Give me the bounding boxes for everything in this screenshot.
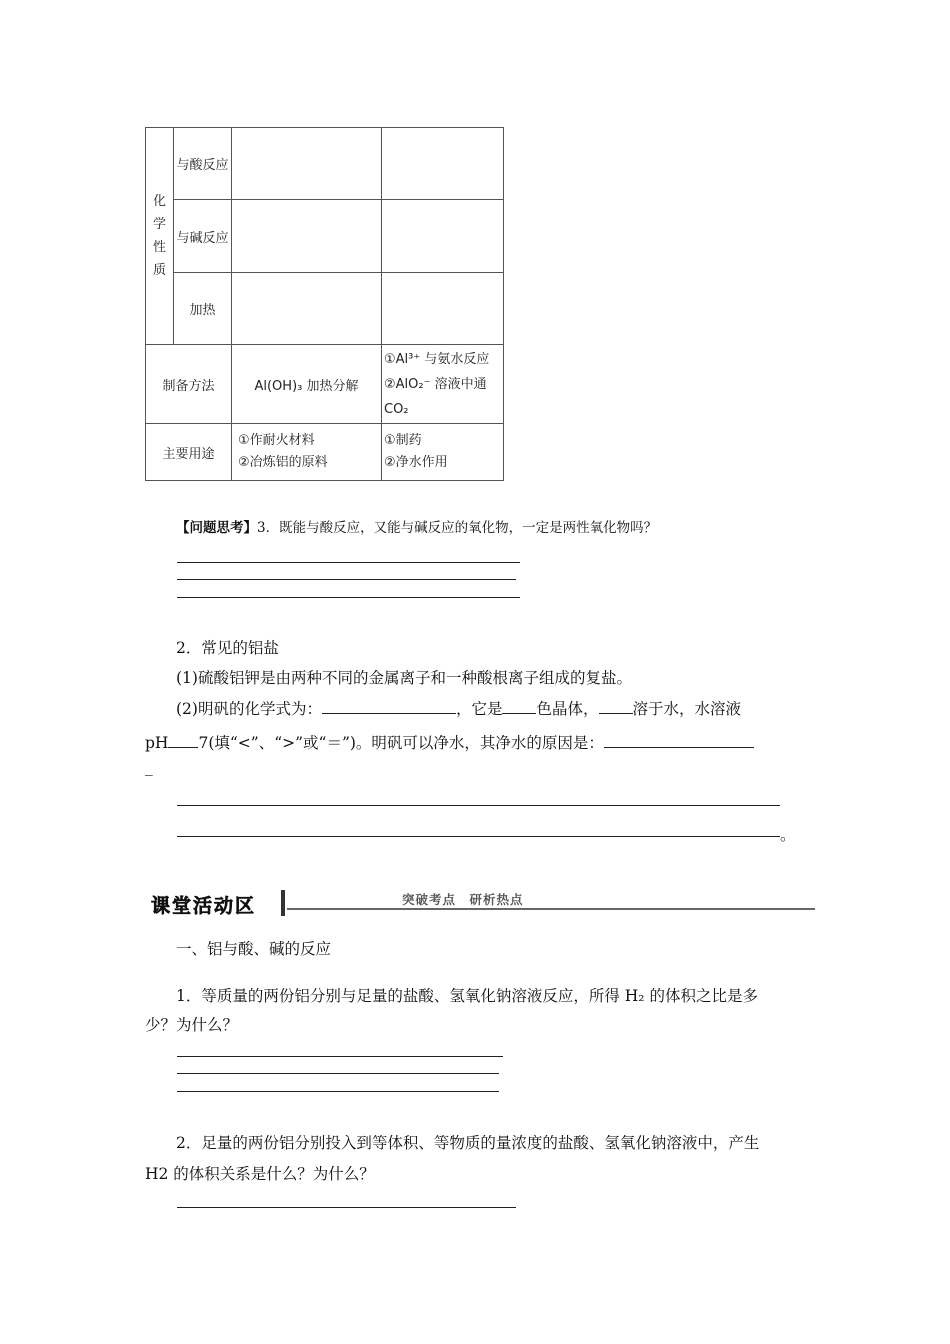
section2-p1: (1)硫酸铝钾是由两种不同的金属离子和一种酸根离子组成的复盐。 bbox=[176, 669, 632, 687]
q2-line2: H2 的体积关系是什么？为什么？ bbox=[145, 1165, 375, 1183]
usage-3: ①制药 bbox=[384, 433, 422, 448]
formula-blank[interactable] bbox=[322, 697, 456, 714]
banner-bar bbox=[281, 890, 285, 916]
section2-p2 bbox=[176, 697, 741, 719]
cell-base-col3 bbox=[232, 200, 382, 273]
part1-heading: 一、铝与酸、碱的反应 bbox=[176, 940, 332, 958]
answer-line[interactable] bbox=[177, 1056, 503, 1057]
cell-usage-col3 bbox=[232, 424, 382, 481]
banner-title: 课堂活动区 bbox=[151, 895, 257, 917]
row-label-usage: 主要用途 bbox=[146, 424, 232, 481]
section-banner bbox=[147, 888, 815, 918]
cell-prep-col4 bbox=[382, 345, 504, 424]
usage-4: ②净水作用 bbox=[384, 455, 448, 470]
usage-1: ①作耐火材料 bbox=[238, 433, 315, 448]
row-label-heat: 加热 bbox=[174, 273, 232, 345]
solubility-blank[interactable] bbox=[599, 697, 633, 714]
question-think bbox=[176, 516, 657, 536]
cell-heat-col4 bbox=[382, 273, 504, 345]
p2-text-b: ，它是 bbox=[455, 700, 503, 718]
banner-subtitle: 突破考点 研析热点 bbox=[402, 892, 524, 907]
p3-text-a: pH bbox=[145, 734, 169, 752]
answer-line[interactable] bbox=[177, 1091, 499, 1092]
p2-text-d: 溶于水，水溶液 bbox=[632, 700, 742, 718]
label-char: 质 bbox=[152, 263, 166, 278]
cell-base-col4 bbox=[382, 200, 504, 273]
ph-blank[interactable] bbox=[168, 731, 198, 748]
answer-line[interactable] bbox=[177, 1073, 499, 1074]
reason-blank[interactable] bbox=[604, 731, 754, 748]
answer-line[interactable] bbox=[177, 579, 516, 580]
q2-line1: 2．足量的两份铝分别投入到等体积、等物质的量浓度的盐酸、氢氧化钠溶液中，产生 bbox=[176, 1134, 760, 1152]
label-char: 学 bbox=[152, 217, 166, 232]
row-label-acid: 与酸反应 bbox=[174, 128, 232, 200]
section2-p4: _ bbox=[145, 758, 153, 776]
cell-acid-col4 bbox=[382, 128, 504, 200]
answer-line[interactable] bbox=[177, 1207, 516, 1208]
banner-title-box bbox=[147, 888, 281, 918]
usage-2: ②冶炼铝的原料 bbox=[238, 455, 328, 470]
label-char: 性 bbox=[152, 240, 166, 255]
row-label-base: 与碱反应 bbox=[174, 200, 232, 273]
section2-p3 bbox=[145, 731, 754, 753]
answer-line[interactable] bbox=[177, 562, 520, 563]
cell-heat-col3 bbox=[232, 273, 382, 345]
prep-method-3: CO₂ bbox=[384, 401, 409, 417]
chem-props-label bbox=[146, 128, 174, 345]
label-char: 化 bbox=[152, 194, 166, 209]
q1-line2: 少？为什么？ bbox=[145, 1016, 239, 1034]
color-blank[interactable] bbox=[502, 697, 536, 714]
question-text: 3．既能与酸反应，又能与碱反应的氧化物，一定是两性氧化物吗？ bbox=[257, 520, 658, 536]
cell-usage-col4 bbox=[382, 424, 504, 481]
q1-line1: 1．等质量的两份铝分别与足量的盐酸、氢氧化钠溶液反应，所得 H₂ 的体积之比是多 bbox=[176, 987, 758, 1005]
answer-line[interactable] bbox=[177, 597, 520, 598]
prep-method-2: ②AlO₂⁻ 溶液中通 bbox=[384, 376, 487, 392]
row-label-prep: 制备方法 bbox=[146, 345, 232, 424]
cell-prep-col3: Al(OH)₃ 加热分解 bbox=[232, 345, 382, 424]
cell-acid-col3 bbox=[232, 128, 382, 200]
p2-text-a: (2)明矾的化学式为： bbox=[176, 700, 322, 718]
p2-text-c: 色晶体， bbox=[536, 700, 599, 718]
banner-rule bbox=[287, 908, 815, 910]
properties-table bbox=[145, 127, 504, 481]
prep-method-1: ①Al³⁺ 与氨水反应 bbox=[384, 351, 490, 367]
answer-line[interactable] bbox=[177, 805, 780, 806]
section2-heading: 2．常见的铝盐 bbox=[176, 639, 279, 657]
answer-line[interactable] bbox=[177, 836, 780, 837]
question-tag: 【问题思考】 bbox=[176, 520, 257, 536]
end-mark: 。 bbox=[780, 826, 796, 844]
p3-text-b: 7(填“<”、“>”或“＝”)。明矾可以净水，其净水的原因是： bbox=[198, 734, 604, 752]
